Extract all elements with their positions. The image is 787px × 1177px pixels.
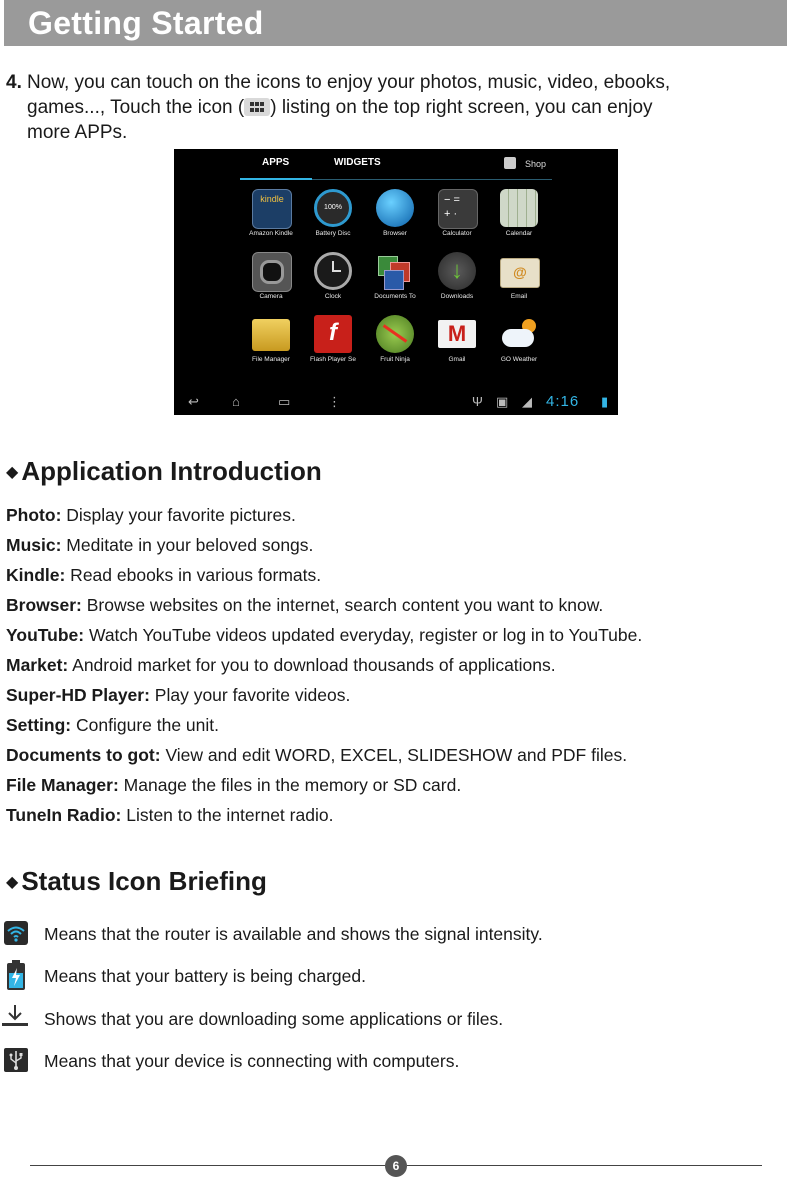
folder-icon (252, 319, 290, 351)
usb-status-icon: Ψ (472, 394, 483, 409)
signal-status-icon: ◢ (522, 394, 532, 409)
step-line-2a: games..., Touch the icon ( (27, 97, 245, 118)
app-grid-icon (244, 98, 270, 116)
status-row-battery: Means that your battery is being charged. (44, 966, 366, 986)
footer-rule-left (30, 1165, 385, 1166)
fruit-ninja-icon (376, 315, 414, 353)
app-battery-disc[interactable]: 100% Battery Disc (298, 187, 368, 247)
step-line-2 (27, 95, 747, 120)
intro-item-documents-to-go: Documents to got: View and edit WORD, EXCEL, SLIDESHOW and PDF files. (6, 745, 628, 765)
app-calculator[interactable]: − = + · Calculator (422, 187, 492, 247)
intro-item-super-hd-player: Super-HD Player: Play your favorite videos. (6, 685, 351, 705)
recent-apps-icon[interactable]: ▭ (278, 394, 291, 409)
menu-icon[interactable]: ⋮ (328, 394, 341, 409)
battery-charging-icon (6, 960, 26, 990)
step-line-2b: ) listing on the top right screen, you can enjoy (270, 97, 653, 118)
step-4 (6, 70, 766, 143)
footer-rule-right (407, 1165, 762, 1166)
gmail-icon: M (438, 320, 476, 348)
intro-item-file-manager: File Manager: Manage the files in the memory or SD card. (6, 775, 462, 795)
documents-icon (376, 252, 414, 290)
downloads-icon: ↓ (438, 252, 476, 290)
intro-item-photo: Photo: Display your favorite pictures. (6, 505, 296, 525)
calculator-icon: − = + · (438, 189, 478, 229)
app-documents-to-go[interactable]: Documents To (360, 250, 430, 310)
calendar-icon (500, 189, 538, 227)
intro-item-kindle: Kindle: Read ebooks in various formats. (6, 565, 322, 585)
clock-icon (314, 252, 352, 290)
app-gmail[interactable]: M Gmail (422, 313, 492, 373)
status-row-usb: Means that your device is connecting with computers. (44, 1051, 460, 1071)
flash-icon: f (314, 315, 352, 353)
app-email[interactable]: @ Email (484, 250, 554, 310)
wifi-icon (4, 921, 28, 945)
intro-item-setting: Setting: Configure the unit. (6, 715, 220, 735)
intro-item-browser: Browser: Browse websites on the internet, search content you want to know. (6, 595, 604, 615)
browser-globe-icon (376, 189, 414, 227)
app-flash-player[interactable]: f Flash Player Se (298, 313, 368, 373)
status-clock: 4:16 (546, 393, 580, 410)
page-title: Getting Started (28, 5, 264, 41)
app-calendar[interactable]: Calendar (484, 187, 554, 247)
tab-apps[interactable]: APPS (262, 157, 290, 168)
tab-widgets[interactable]: WIDGETS (334, 157, 381, 168)
intro-item-tunein-radio: TuneIn Radio: Listen to the internet radio. (6, 805, 334, 825)
section-title-status-icon-briefing: ◆ Status Icon Briefing (6, 866, 267, 896)
email-icon: @ (500, 258, 540, 288)
weather-icon (500, 315, 538, 353)
step-line-3: more APPs. (27, 122, 128, 143)
usb-icon (4, 1048, 28, 1072)
app-browser[interactable]: Browser (360, 187, 430, 247)
app-downloads[interactable]: ↓ Downloads (422, 250, 492, 310)
diamond-bullet-icon: ◆ (6, 464, 19, 481)
app-file-manager[interactable]: File Manager (236, 313, 306, 373)
diamond-bullet-icon: ◆ (6, 874, 19, 891)
app-go-weather[interactable]: GO Weather (484, 313, 554, 373)
tablet-screenshot (174, 149, 618, 415)
system-nav-bar (174, 389, 618, 415)
battery-status-icon: ▮ (601, 394, 609, 409)
intro-item-music: Music: Meditate in your beloved songs. (6, 535, 314, 555)
shop-label[interactable]: Shop (525, 159, 547, 169)
page-number: 6 (385, 1155, 407, 1177)
app-amazon-kindle[interactable]: kindle Amazon Kindle (236, 187, 306, 247)
step-line-1: Now, you can touch on the icons to enjoy your photos, music, video, ebooks, (27, 72, 671, 93)
home-icon[interactable]: ⌂ (232, 394, 240, 409)
step-number: 4. (6, 72, 22, 93)
intro-item-youtube: YouTube: Watch YouTube videos updated everyday, register or log in to YouTube. (6, 625, 643, 645)
step-text (27, 70, 747, 145)
back-icon[interactable]: ↩ (188, 394, 199, 409)
intro-item-market: Market: Android market for you to download thousands of applications. (6, 655, 556, 675)
status-row-download: Shows that you are downloading some applications or files. (44, 1009, 504, 1029)
camera-icon (252, 252, 292, 292)
app-fruit-ninja[interactable]: Fruit Ninja (360, 313, 430, 373)
app-drawer-tabs (174, 149, 618, 179)
screenshot-status-icon: ▣ (496, 394, 509, 409)
battery-disc-icon: 100% (314, 189, 352, 227)
app-clock[interactable]: Clock (298, 250, 368, 310)
download-icon (0, 1003, 30, 1029)
tab-apps-indicator (240, 178, 312, 180)
section-title-application-introduction: ◆ Application Introduction (6, 456, 322, 486)
status-row-wifi: Means that the router is available and shows the signal intensity. (44, 924, 543, 944)
kindle-icon: kindle (252, 189, 292, 229)
header-bar (4, 0, 787, 46)
app-camera[interactable]: Camera (236, 250, 306, 310)
shop-bag-icon[interactable] (504, 157, 516, 169)
